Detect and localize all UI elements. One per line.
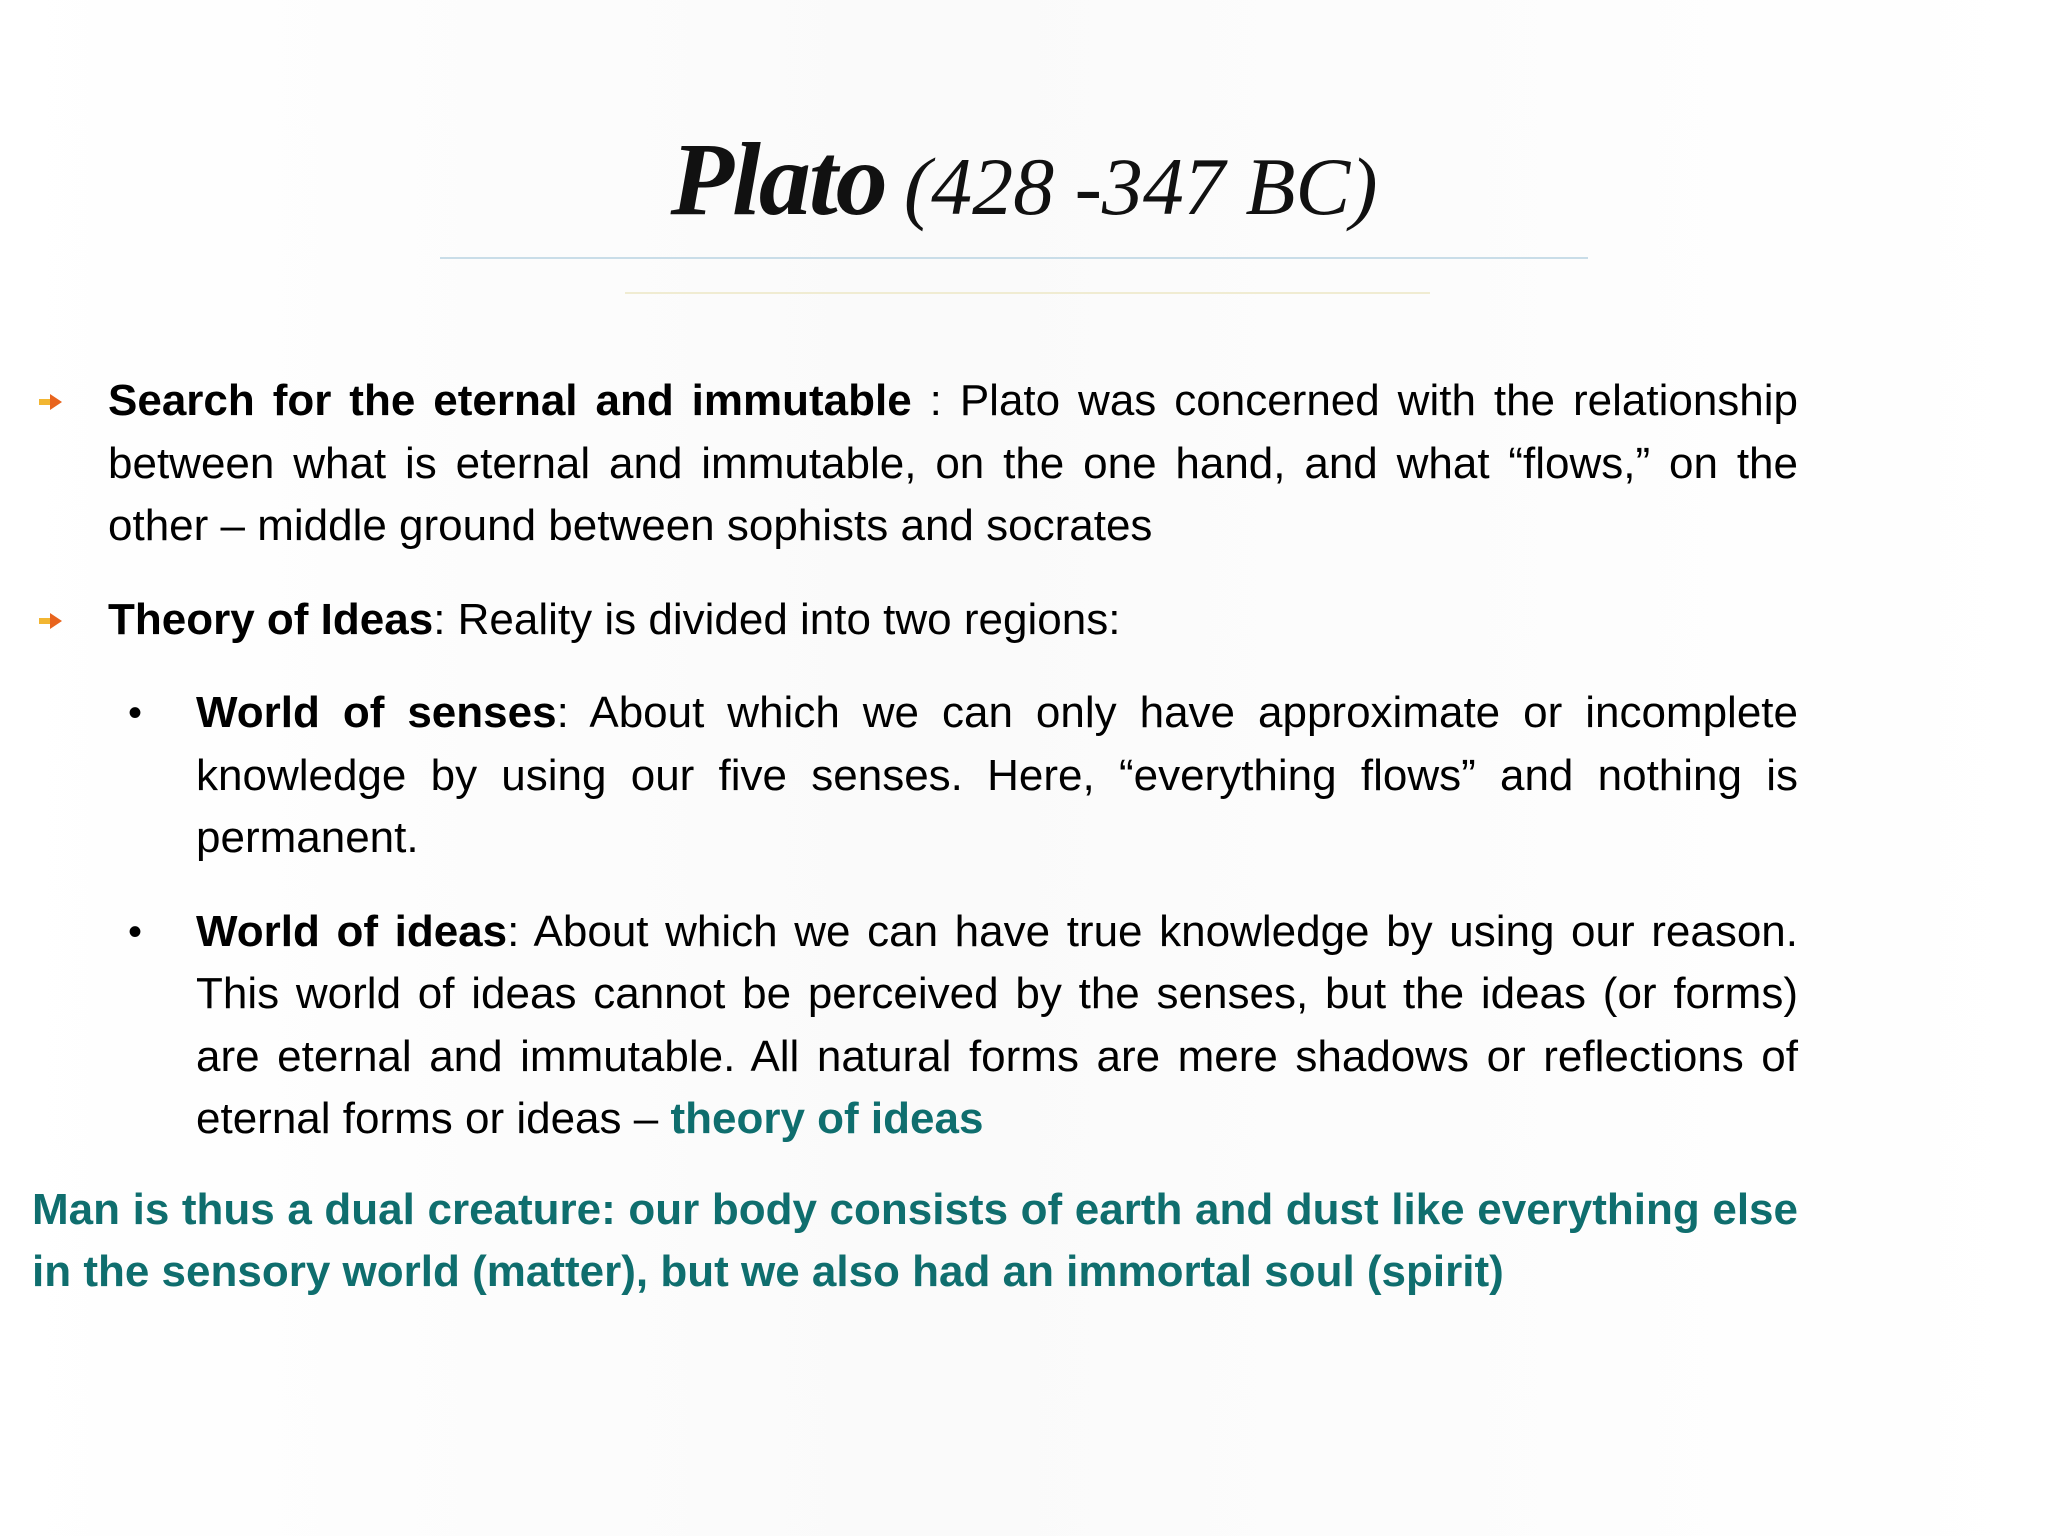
sub-bullet-heading: World of ideas bbox=[196, 906, 508, 956]
arrow-bullet-icon bbox=[38, 612, 64, 630]
dot-bullet-icon: • bbox=[128, 909, 143, 954]
sub-bullet-text: About which we can only have approximate or incomplete knowledge by using our five senses. Here, “everything flows” and nothing is permanent. bbox=[196, 688, 1799, 862]
title-divider bbox=[440, 257, 1588, 259]
slide-body bbox=[0, 370, 2048, 1304]
bullet-text: Plato was concerned with the relationship between what is eternal and immutable, on the one hand, and what “flows,” on the other – middle ground between sophists and socrates bbox=[108, 376, 1799, 550]
bullet-item bbox=[108, 370, 1798, 558]
slide-title bbox=[0, 122, 2048, 237]
sub-bullet-item bbox=[128, 901, 1799, 1151]
title-dates: (428 -347 BC) bbox=[903, 141, 1378, 232]
sub-bullet-separator: : bbox=[507, 906, 534, 956]
bullet-heading: Theory of Ideas bbox=[108, 594, 434, 644]
bullet-heading: Search for the eternal and immutable bbox=[108, 376, 912, 425]
sub-bullet-heading: World of senses bbox=[196, 688, 557, 737]
dot-bullet-icon: • bbox=[128, 691, 143, 735]
title-name: Plato bbox=[670, 122, 886, 237]
title-divider-secondary bbox=[625, 292, 1430, 294]
sub-bullet-item bbox=[128, 682, 1799, 870]
bullet-text: Reality is divided into two regions: bbox=[457, 594, 1121, 644]
bullet-separator: : bbox=[911, 376, 960, 425]
conclusion-text: Man is thus a dual creature: our body consists of earth and dust like everything else in the sensory world (matter), but we also had an immortal soul (spirit) bbox=[32, 1184, 1798, 1296]
arrow-bullet-icon bbox=[38, 393, 64, 411]
bullet-separator: : bbox=[433, 594, 458, 644]
sub-bullet-text: About which we can have true knowledge by using our reason. This world of ideas cannot be perceived by the senses, but the ideas (or forms) are eternal and immutable. All natural forms are mere shadows or reflections of eternal forms or ideas – bbox=[196, 906, 1799, 1143]
sub-bullet-separator: : bbox=[556, 688, 590, 737]
bullet-item bbox=[108, 589, 1798, 652]
sub-bullet-highlight: theory of ideas bbox=[670, 1094, 984, 1143]
